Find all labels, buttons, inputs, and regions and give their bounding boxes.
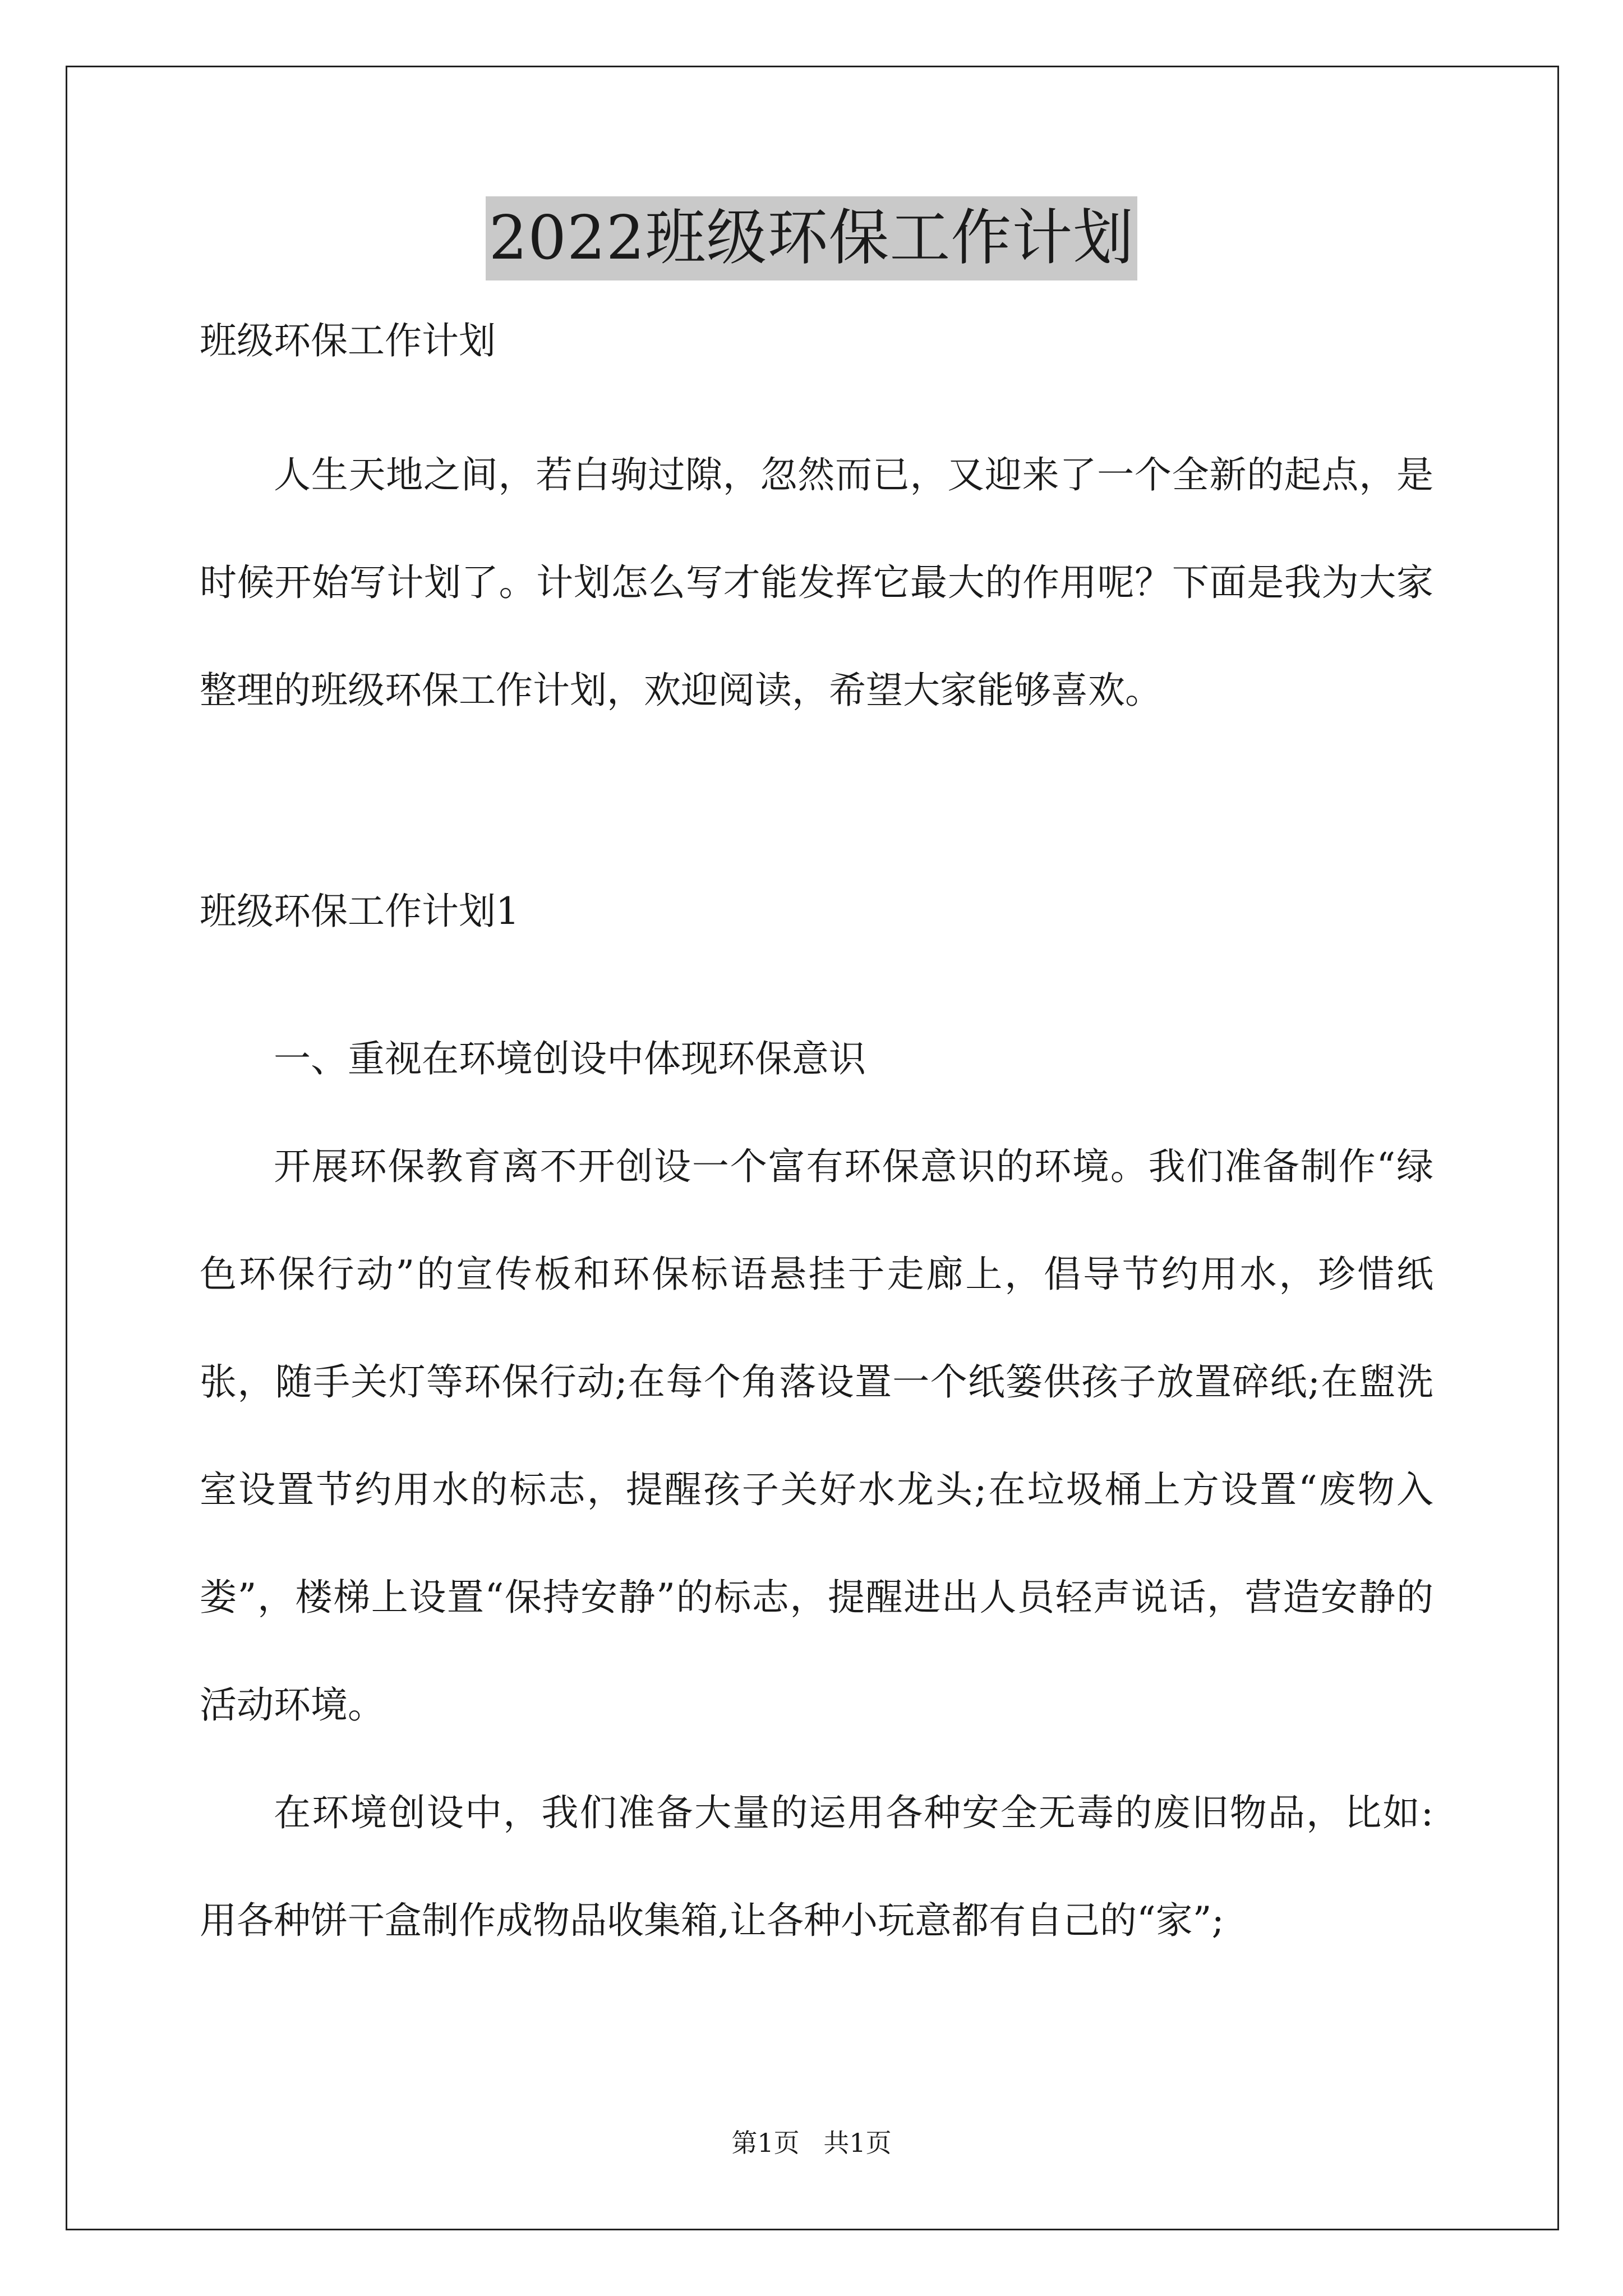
- body-paragraph: 开展环保教育离不开创设一个富有环保意识的环境。我们准备制作“绿色环保行动”的宣传板和环保标语悬挂于走廊上，倡导节约用水，珍惜纸张，随手关灯等环保行动;在每个角落设置一个纸篓供孩子放置碎纸;在盥洗室设置节约用水的标志，提醒孩子关好水龙头;在垃圾桶上方设置“废物入娄”，楼梯上设置“保持安静”的标志，提醒进出人员轻声说话，营造安静的活动环境。: [200, 1145, 1433, 1727]
- title-container: [0, 196, 1623, 280]
- document-body: [200, 314, 1433, 1975]
- page-total: 共1页: [823, 2128, 892, 2158]
- page-number: 第1页: [731, 2128, 800, 2158]
- subtitle: 班级环保工作计划: [200, 319, 496, 362]
- body-paragraph: 在环境创设中，我们准备大量的运用各种安全无毒的废旧物品，比如:用各种饼干盒制作成物品收集箱,让各种小玩意都有自己的“家”;: [200, 1791, 1433, 1942]
- document-title: 2022班级环保工作计划: [486, 196, 1138, 280]
- intro-paragraph: 人生天地之间，若白驹过隙，忽然而已，又迎来了一个全新的起点，是时候开始写计划了。计划怎么写才能发挥它最大的作用呢？下面是我为大家整理的班级环保工作计划，欢迎阅读，希望大家能够喜欢。: [200, 453, 1433, 712]
- section-heading: 一、重视在环境创设中体现环保意识: [274, 1037, 866, 1080]
- section-title: 班级环保工作计划1: [200, 890, 519, 933]
- page-footer: [0, 2126, 1623, 2160]
